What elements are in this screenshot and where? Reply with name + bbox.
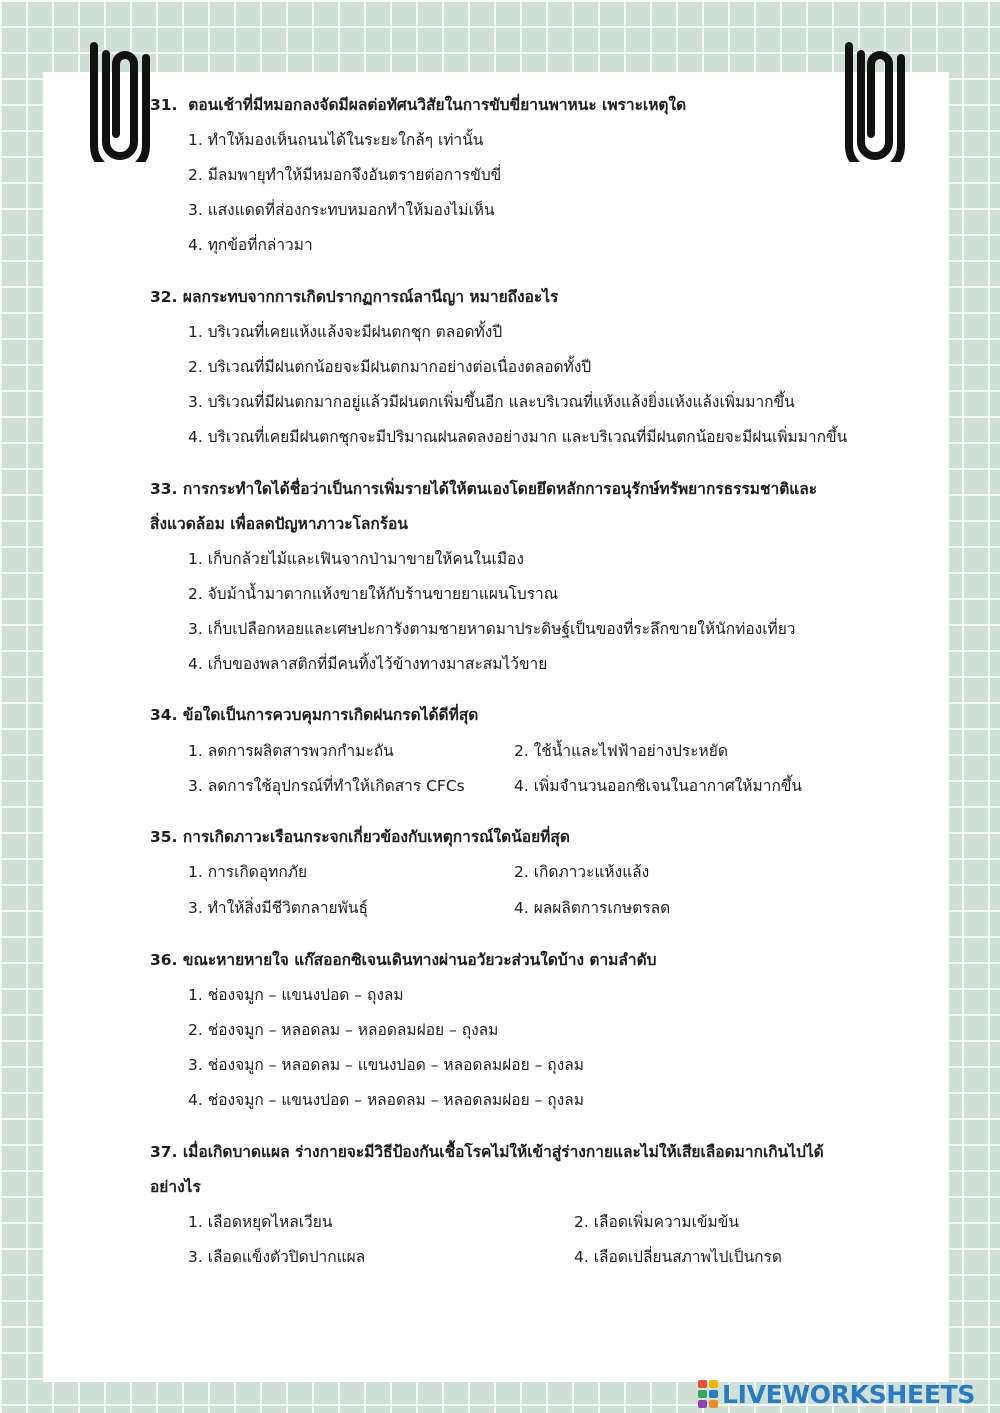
- option: 3. เลือดแข็งตัวปิดปากแผล: [188, 1248, 366, 1266]
- option: 4. เก็บของพลาสติกที่มีคนทิ้งไว้ข้างทางมาสะสมไว้ขาย: [188, 655, 548, 673]
- brand-name: LIVEWORKSHEETS: [722, 1379, 976, 1409]
- option: 3. ช่องจมูก – หลอดลม – แขนงปอด – หลอดลมฝอย – ถุงลม: [188, 1056, 584, 1074]
- option: 1. เลือดหยุดไหลเวียน: [188, 1213, 333, 1231]
- option: 2. ช่องจมูก – หลอดลม – หลอดลมฝอย – ถุงลม: [188, 1021, 499, 1039]
- liveworksheets-logo-icon: [698, 1380, 718, 1408]
- option: 3. ลดการใช้อุปกรณ์ที่ทำให้เกิดสาร CFCs: [188, 777, 465, 795]
- option: 1. บริเวณที่เคยแห้งแล้งจะมีฝนตกชุก ตลอดทั้งปี: [188, 323, 503, 341]
- question-title-continued: อย่างไร: [150, 1178, 201, 1196]
- question-title: 33. การกระทำใดได้ชื่อว่าเป็นการเพิ่มรายได้ให้ตนเองโดยยึดหลักการอนุรักษ์ทรัพยากรธรรมชาติและ: [150, 480, 818, 498]
- question-title: 37. เมื่อเกิดบาดแผล ร่างกายจะมีวิธีป้องกันเชื้อโรคไม่ให้เข้าสู่ร่างกายและไม่ให้เสียเลือดมากเกินไปได้: [150, 1143, 824, 1161]
- liveworksheets-logo: [698, 1377, 975, 1411]
- question-title: 34. ข้อใดเป็นการควบคุมการเกิดฝนกรดได้ดีที่สุด: [150, 706, 479, 724]
- option: 4. บริเวณที่เคยมีฝนตกชุกจะมีปริมาณฝนลดลงอย่างมาก และบริเวณที่มีฝนตกน้อยจะมีฝนเพิ่มมากขึ้น: [188, 428, 848, 446]
- option: 4. ช่องจมูก – แขนงปอด – หลอดลม – หลอดลมฝอย – ถุงลม: [188, 1091, 584, 1109]
- question-title: 32. ผลกระทบจากการเกิดปรากฏการณ์ลานีญา หมายถึงอะไร: [150, 288, 559, 306]
- question-36: [150, 943, 910, 978]
- option: 3. เก็บเปลือกหอยและเศษปะการังตามชายหาดมาประดิษฐ์เป็นของที่ระลึกขายให้นักท่องเที่ยว: [188, 620, 796, 638]
- option: 4. ทุกข้อที่กล่าวมา: [188, 236, 313, 254]
- question-title: 31. ตอนเช้าที่มีหมอกลงจัดมีผลต่อทัศนวิสัยในการขับขี่ยานพาหนะ เพราะเหตุใด: [150, 96, 687, 114]
- question-34: [150, 698, 910, 733]
- question-title: 35. การเกิดภาวะเรือนกระจกเกี่ยวข้องกับเหตุการณ์ใดน้อยที่สุด: [150, 828, 570, 846]
- option: 3. บริเวณที่มีฝนตกมากอยู่แล้วมีฝนตกเพิ่มขึ้นอีก และบริเวณที่แห้งแล้งยิ่งแห้งแล้งเพิ่มมากขึ้น: [188, 393, 795, 411]
- option: 4. เลือดเปลี่ยนสภาพไปเป็นกรด: [574, 1248, 782, 1266]
- option: 1. ทำให้มองเห็นถนนได้ในระยะใกล้ๆ เท่านั้น: [188, 131, 484, 149]
- option: 1. การเกิดอุทกภัย: [188, 863, 308, 881]
- question-32: [150, 280, 910, 315]
- paper-clip-icon: [88, 38, 152, 162]
- option: 2. เกิดภาวะแห้งแล้ง: [514, 863, 650, 881]
- option: 2. จับม้าน้ำมาตากแห้งขายให้กับร้านขายยาแผนโบราณ: [188, 585, 559, 603]
- question-title-continued: สิ่งแวดล้อม เพื่อลดปัญหาภาวะโลกร้อน: [150, 515, 408, 533]
- option: 4. เพิ่มจำนวนออกซิเจนในอากาศให้มากขึ้น: [514, 777, 803, 795]
- option: 2. ใช้น้ำและไฟฟ้าอย่างประหยัด: [514, 742, 728, 760]
- option: 2. บริเวณที่มีฝนตกน้อยจะมีฝนตกมากอย่างต่อเนื่องตลอดทั้งปี: [188, 358, 592, 376]
- question-35: [150, 820, 910, 855]
- option: 1. ลดการผลิตสารพวกกำมะถัน: [188, 742, 394, 760]
- option: 3. แสงแดดที่ส่องกระทบหมอกทำให้มองไม่เห็น: [188, 201, 495, 219]
- option: 4. ผลผลิตการเกษตรลด: [514, 899, 671, 917]
- option: 1. เก็บกล้วยไม้และเฟินจากป่ามาขายให้คนในเมือง: [188, 550, 524, 568]
- option: 1. ช่องจมูก – แขนงปอด – ถุงลม: [188, 986, 404, 1004]
- question-37: [150, 1135, 910, 1205]
- option: 2. เลือดเพิ่มความเข้มข้น: [574, 1213, 739, 1231]
- option: 2. มีลมพายุทำให้มีหมอกจึงอันตรายต่อการขับขี่: [188, 166, 502, 184]
- option: 3. ทำให้สิ่งมีชีวิตกลายพันธุ์: [188, 899, 368, 917]
- question-title: 36. ขณะหายหายใจ แก๊สออกซิเจนเดินทางผ่านอวัยวะส่วนใดบ้าง ตามลำดับ: [150, 951, 657, 969]
- question-31: [150, 88, 910, 123]
- question-33: [150, 472, 910, 542]
